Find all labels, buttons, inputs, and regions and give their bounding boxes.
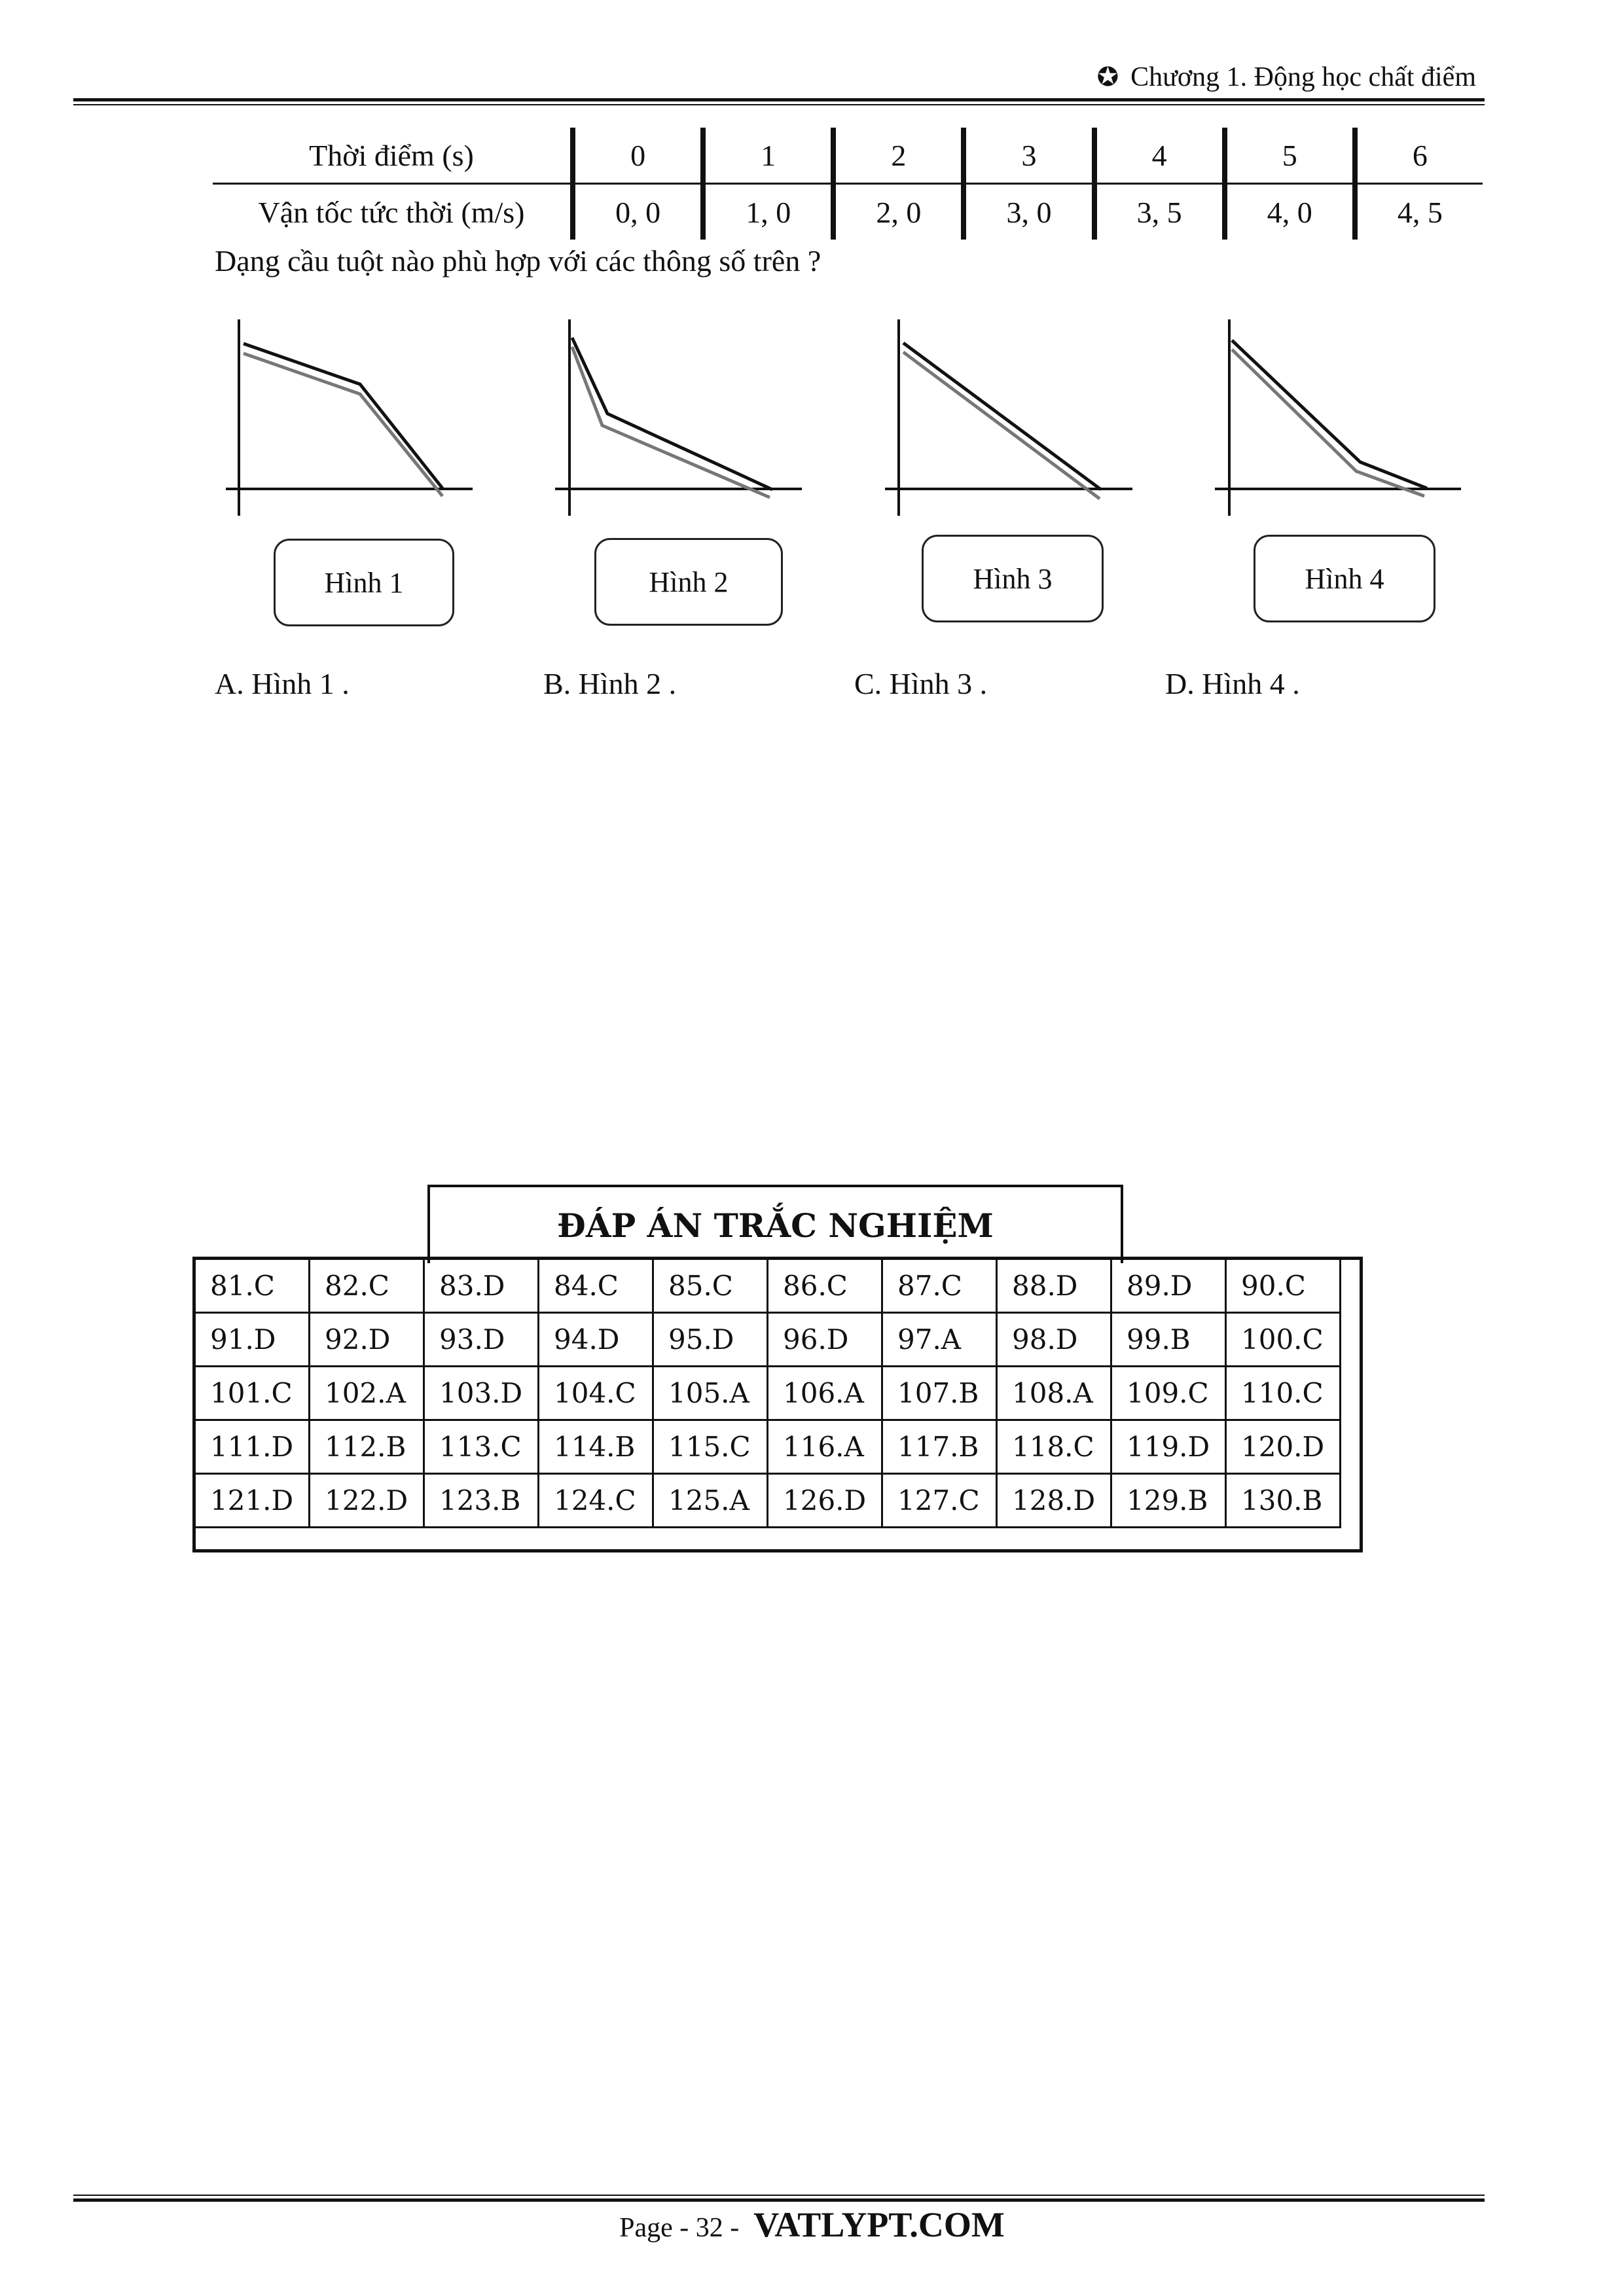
star-icon: ✪ bbox=[1096, 62, 1119, 92]
answer-key-cell: 103.D bbox=[424, 1367, 539, 1420]
slide-figure-4 bbox=[1215, 319, 1461, 516]
answer-key-cell: 100.C bbox=[1226, 1313, 1341, 1367]
answer-key-cell: 102.A bbox=[310, 1367, 424, 1420]
answer-key-cell: 90.C bbox=[1226, 1259, 1341, 1313]
answer-key-row bbox=[195, 1313, 1341, 1367]
answer-key-cell: 93.D bbox=[424, 1313, 539, 1367]
chapter-header bbox=[1097, 62, 1476, 93]
answer-key-cell: 99.B bbox=[1111, 1313, 1226, 1367]
slide-figure-2 bbox=[555, 319, 802, 516]
time-cell: 6 bbox=[1355, 128, 1483, 184]
answer-key-cell: 115.C bbox=[653, 1420, 768, 1474]
answer-key-cell: 101.C bbox=[195, 1367, 310, 1420]
answer-key-cell: 109.C bbox=[1111, 1367, 1226, 1420]
answer-key-cell: 112.B bbox=[310, 1420, 424, 1474]
figure-label-text: Hình 4 bbox=[1305, 562, 1384, 595]
answer-key-cell: 86.C bbox=[768, 1259, 882, 1313]
figure-label-1 bbox=[274, 539, 454, 626]
option-c: C. Hình 3 . bbox=[854, 667, 988, 700]
answer-key-cell: 91.D bbox=[195, 1313, 310, 1367]
answer-key-cell: 83.D bbox=[424, 1259, 539, 1313]
velocity-cell: 4, 0 bbox=[1225, 184, 1355, 240]
answer-key-cell: 92.D bbox=[310, 1313, 424, 1367]
brand-name: VATLYPT.COM bbox=[753, 2205, 1005, 2244]
answer-key-cell: 124.C bbox=[539, 1474, 653, 1528]
velocity-cell: 0, 0 bbox=[573, 184, 703, 240]
answer-key-cell: 82.C bbox=[310, 1259, 424, 1313]
answer-key-cell: 116.A bbox=[768, 1420, 882, 1474]
header-rule bbox=[73, 98, 1485, 101]
answer-key-cell: 104.C bbox=[539, 1367, 653, 1420]
velocity-row bbox=[213, 184, 1483, 240]
answer-key-row bbox=[195, 1367, 1341, 1420]
answer-key-cell: 95.D bbox=[653, 1313, 768, 1367]
answer-key-table bbox=[194, 1258, 1341, 1528]
page-number: Page - 32 - bbox=[619, 2213, 740, 2243]
answer-key-cell: 108.A bbox=[997, 1367, 1111, 1420]
answer-key-row bbox=[195, 1474, 1341, 1528]
slide-figure-1 bbox=[226, 319, 473, 516]
velocity-row-label: Vận tốc tức thời (m/s) bbox=[258, 195, 525, 229]
velocity-cell: 4, 5 bbox=[1355, 184, 1483, 240]
answer-key-cell: 113.C bbox=[424, 1420, 539, 1474]
time-cell: 5 bbox=[1225, 128, 1355, 184]
time-row-label: Thời điểm (s) bbox=[213, 128, 573, 184]
figure-label-text: Hình 2 bbox=[649, 565, 729, 598]
answer-key-title: ĐÁP ÁN TRẮC NGHIỆM bbox=[427, 1185, 1123, 1263]
answer-key-cell: 111.D bbox=[195, 1420, 310, 1474]
answer-key-cell: 118.C bbox=[997, 1420, 1111, 1474]
answer-key-cell: 120.D bbox=[1226, 1420, 1341, 1474]
answer-key-cell: 126.D bbox=[768, 1474, 882, 1528]
slide-figures bbox=[196, 308, 1492, 524]
answer-key-cell: 88.D bbox=[997, 1259, 1111, 1313]
figure-label-3 bbox=[922, 535, 1104, 622]
answer-key-cell: 85.C bbox=[653, 1259, 768, 1313]
answer-key-cell: 119.D bbox=[1111, 1420, 1226, 1474]
answer-key-cell: 129.B bbox=[1111, 1474, 1226, 1528]
answer-key-cell: 130.B bbox=[1226, 1474, 1341, 1528]
answer-key-cell: 125.A bbox=[653, 1474, 768, 1528]
velocity-cell: 3, 0 bbox=[964, 184, 1094, 240]
answer-key-cell: 123.B bbox=[424, 1474, 539, 1528]
answer-key-row bbox=[195, 1259, 1341, 1313]
chapter-title: Chương 1. Động học chất điểm bbox=[1130, 62, 1476, 92]
answer-key-cell: 105.A bbox=[653, 1367, 768, 1420]
answer-key-cell: 122.D bbox=[310, 1474, 424, 1528]
figure-label-4 bbox=[1254, 535, 1435, 622]
footer-rule bbox=[73, 2198, 1485, 2202]
footer-rule-thin bbox=[73, 2195, 1485, 2196]
answer-key-cell: 94.D bbox=[539, 1313, 653, 1367]
time-cell: 4 bbox=[1094, 128, 1225, 184]
answer-key-cell: 96.D bbox=[768, 1313, 882, 1367]
answer-key-cell: 127.C bbox=[882, 1474, 997, 1528]
option-b: B. Hình 2 . bbox=[543, 667, 677, 700]
answer-key-cell: 87.C bbox=[882, 1259, 997, 1313]
velocity-cell: 3, 5 bbox=[1094, 184, 1225, 240]
answer-key-cell: 110.C bbox=[1226, 1367, 1341, 1420]
velocity-cell: 1, 0 bbox=[703, 184, 833, 240]
answer-key-cell: 128.D bbox=[997, 1474, 1111, 1528]
figure-label-text: Hình 3 bbox=[973, 562, 1053, 595]
header-rule-thin bbox=[73, 104, 1485, 105]
figure-label-text: Hình 1 bbox=[324, 566, 404, 599]
time-cell: 3 bbox=[964, 128, 1094, 184]
time-row bbox=[213, 128, 1483, 184]
answer-key-cell: 107.B bbox=[882, 1367, 997, 1420]
figure-label-2 bbox=[594, 538, 783, 626]
answer-key-cell: 89.D bbox=[1111, 1259, 1226, 1313]
answer-key-cell: 98.D bbox=[997, 1313, 1111, 1367]
answer-key-cell: 121.D bbox=[195, 1474, 310, 1528]
velocity-cell: 2, 0 bbox=[833, 184, 964, 240]
time-cell: 2 bbox=[833, 128, 964, 184]
answer-key-cell: 81.C bbox=[195, 1259, 310, 1313]
option-d: D. Hình 4 . bbox=[1165, 667, 1300, 700]
answer-key-cell: 106.A bbox=[768, 1367, 882, 1420]
time-cell: 0 bbox=[573, 128, 703, 184]
velocity-table bbox=[213, 128, 1483, 240]
answer-key-cell: 84.C bbox=[539, 1259, 653, 1313]
question-text: Dạng cầu tuột nào phù hợp với các thông số trên ? bbox=[215, 244, 821, 278]
page-footer bbox=[0, 2204, 1624, 2245]
answer-key-cell: 117.B bbox=[882, 1420, 997, 1474]
slide-figure-3 bbox=[885, 319, 1132, 516]
answer-key-cell: 97.A bbox=[882, 1313, 997, 1367]
option-a: A. Hình 1 . bbox=[215, 667, 350, 700]
answer-key-cell: 114.B bbox=[539, 1420, 653, 1474]
answer-key-row bbox=[195, 1420, 1341, 1474]
time-cell: 1 bbox=[703, 128, 833, 184]
